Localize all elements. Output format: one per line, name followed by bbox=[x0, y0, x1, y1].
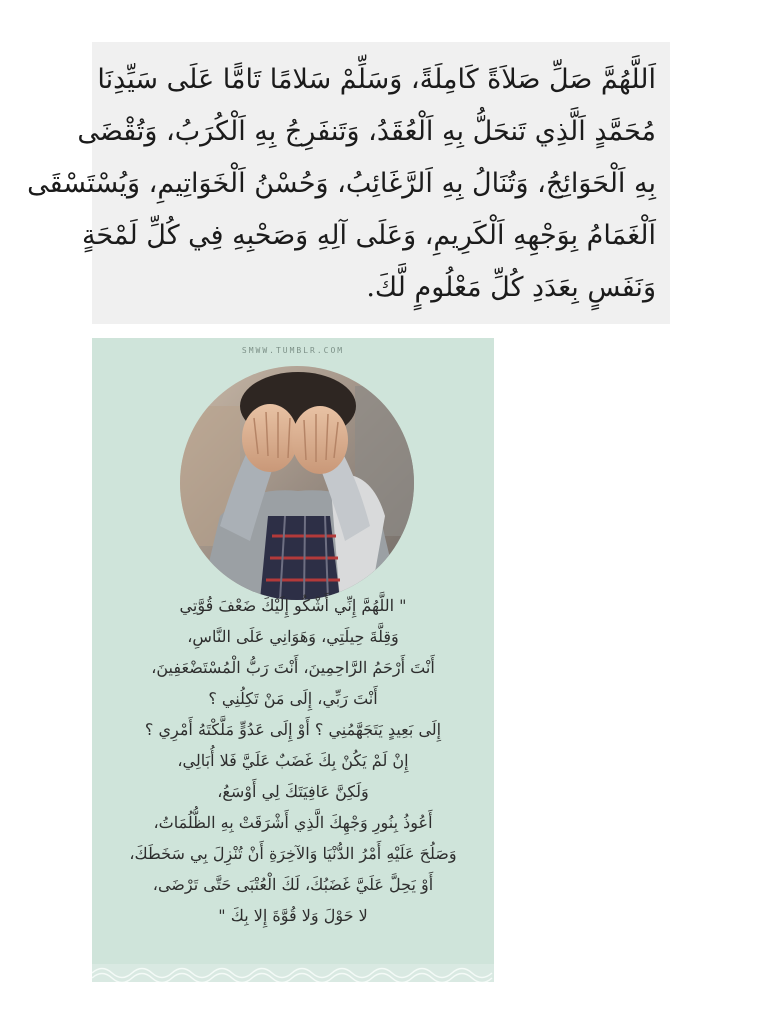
dua-card bbox=[92, 338, 494, 982]
poem-line-5: إِلَى بَعِيدٍ يَتَجَهَّمُنِي ؟ أَوْ إِلَى عَدُوٍّ مَلَّكْتَهُ أَمْرِي ؟ bbox=[144, 720, 442, 739]
poem-line-9: وَصَلُحَ عَلَيْهِ أَمْرُ الدُّنْيَا وَالآخِرَةِ أَنْ تُنْزِلَ بِي سَخَطَكَ، bbox=[129, 844, 457, 863]
poem-line-11: لا حَوْلَ وَلا قُوَّةَ إِلا بِكَ " bbox=[218, 906, 368, 925]
poem-line-4: أَنْتَ رَبِّي، إِلَى مَنْ تَكِلُنِي ؟ bbox=[208, 689, 378, 708]
poem-line-3: أَنْتَ أَرْحَمُ الرَّاحِمِينَ، أَنْتَ رَبُّ الْمُسْتَضْعَفِينَ، bbox=[151, 658, 435, 677]
dua-poem bbox=[100, 590, 486, 931]
photo-illustration bbox=[180, 366, 414, 600]
salawat-line-2: مُحَمَّدٍ اَلَّذِي تَنحَلُّ بِهِ اَلْعُقَدُ، وَتَنفَرِجُ بِهِ اَلْكُرَبُ، وَتُقْضَى bbox=[77, 116, 656, 147]
poem-line-10: أَوْ يَحِلَّ عَلَيَّ غَضَبُكَ، لَكَ الْعُتْبَى حَتَّى تَرْضَى، bbox=[152, 875, 434, 894]
poem-line-2: وَقِلَّةَ حِيلَتِي، وَهَوَانِي عَلَى النَّاسِ، bbox=[187, 627, 399, 646]
poem-line-8: أَعُوذُ بِنُورِ وَجْهِكَ الَّذِي أَشْرَقَتْ بِهِ الظُّلُمَاتُ، bbox=[153, 813, 433, 832]
salawat-line-4: اَلْغَمَامُ بِوَجْهِهِ اَلْكَرِيمِ، وَعَلَى آلِهِ وَصَحْبِهِ فِي كُلِّ لَمْحَةٍ bbox=[81, 220, 656, 251]
lace-border-decoration bbox=[92, 964, 494, 982]
boy-covering-face-photo bbox=[180, 366, 414, 600]
poem-line-7: وَلَكِنَّ عَافِيَتَكَ لِي أَوْسَعُ، bbox=[217, 782, 369, 801]
salawat-line-5: وَنَفَسٍ بِعَدَدِ كُلِّ مَعْلُومٍ لَّكَ. bbox=[366, 272, 656, 303]
poem-line-6: إِنْ لَمْ يَكُنْ بِكَ غَضَبٌ عَلَيَّ فَلا أُبَالِي، bbox=[177, 751, 409, 770]
watermark-text: SMWW.TUMBLR.COM bbox=[241, 346, 345, 355]
poem-line-1: " اللَّهُمَّ إِنِّي أَشْكُو إِلَيْكَ ضَعْفَ قُوَّتِي bbox=[179, 596, 407, 615]
salawat-line-1: اَللَّهُمَّ صَلِّ صَلاَةً كَامِلَةً، وَسَلِّمْ سَلامًا تَامًّا عَلَى سَيِّدِنَا bbox=[97, 64, 656, 95]
salawat-text-block bbox=[27, 42, 670, 324]
salawat-line-3: بِهِ اَلْحَوَائِجُ، وَتُنَالُ بِهِ اَلرَّغَائِبُ، وَحُسْنُ اَلْخَوَاتِيمِ، وَيُسْتَسْقَى bbox=[27, 168, 656, 199]
